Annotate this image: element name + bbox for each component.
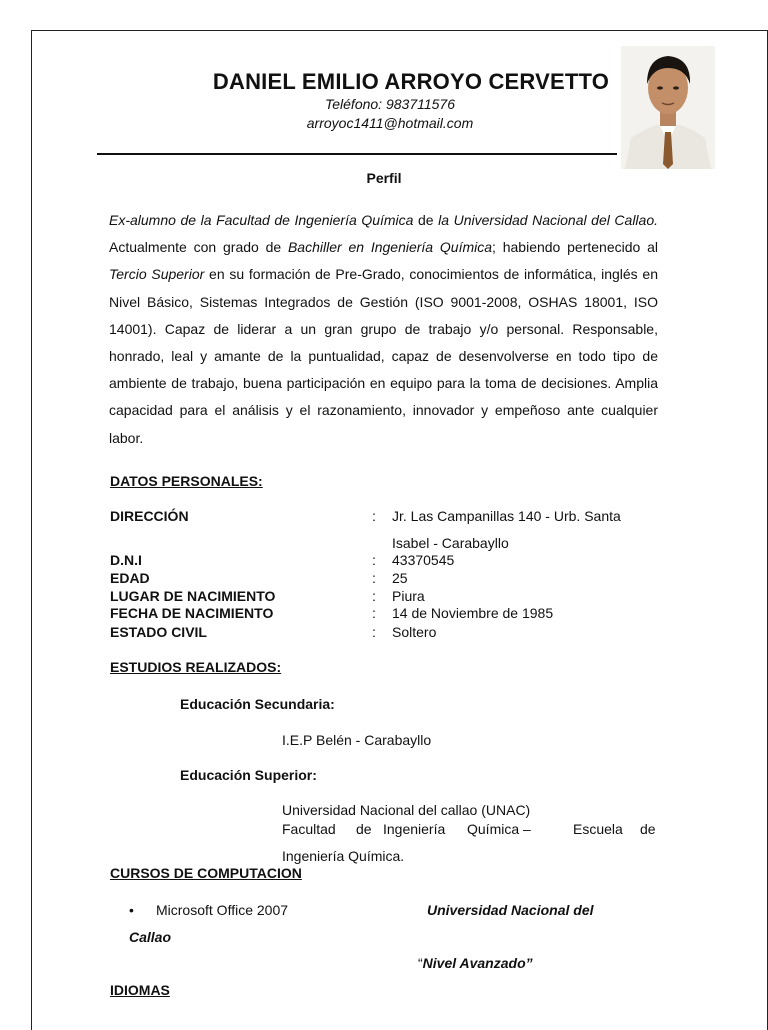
profile-text-3: la Universidad Nacional del Callao.	[438, 212, 658, 228]
value-superior-line2-b: de	[356, 821, 372, 837]
course-item: Microsoft Office 2007	[156, 902, 289, 918]
phone-text: Teléfono: 983711576	[324, 96, 455, 112]
label-lugar-nacimiento: LUGAR DE NACIMIENTO	[110, 588, 276, 604]
value-lugar-nacimiento: Piura	[392, 588, 425, 604]
label-dni: D.N.I	[110, 552, 142, 568]
subheading-secundaria: Educación Secundaria:	[180, 696, 335, 712]
value-edad: 25	[392, 570, 408, 586]
colon-estado: :	[372, 624, 376, 640]
section-heading-cursos: CURSOS DE COMPUTACION	[110, 865, 302, 881]
section-heading-datos: DATOS PERSONALES:	[110, 473, 263, 489]
header-divider	[97, 153, 617, 155]
profile-text-1: Ex-alumno de la Facultad de Ingeniería Química	[109, 212, 414, 228]
value-superior-line2-d: Química –	[467, 821, 531, 837]
label-estado-civil: ESTADO CIVIL	[110, 624, 207, 640]
colon-edad: :	[372, 570, 376, 586]
profile-text-2: de	[413, 212, 439, 228]
profile-text-6: ; habiendo pertenecido al	[492, 239, 658, 256]
course-level-text: Nivel Avanzado”	[422, 955, 533, 971]
candidate-name: DANIEL EMILIO ARROYO CERVETTO	[212, 69, 610, 94]
value-direccion-line2: Isabel - Carabayllo	[392, 535, 509, 551]
profile-text-5: Bachiller en Ingeniería Química	[287, 239, 493, 256]
label-fecha-nacimiento: FECHA DE NACIMIENTO	[110, 605, 274, 621]
label-direccion: DIRECCIÓN	[110, 508, 189, 524]
course-level	[418, 955, 533, 971]
course-institution-line1: Universidad Nacional del	[427, 902, 594, 918]
section-title-perfil: Perfil	[366, 170, 402, 186]
label-edad: EDAD	[110, 570, 150, 586]
value-superior-line2-f: de	[640, 821, 656, 837]
value-superior-line2-c: Ingeniería	[383, 821, 446, 837]
profile-text-7: Tercio Superior	[109, 266, 205, 283]
quote-open: “	[418, 955, 423, 971]
value-superior-line2-a: Facultad	[282, 821, 336, 837]
bullet-icon: •	[129, 902, 134, 918]
profile-text-8: en su formación de Pre-Grado, conocimientos de informática, inglés en Nivel Básico, Sistemas Integrados de Gestión (ISO 9001-2008, OSHAS 18001, ISO 14001). Capaz de liderar a un gran grupo de trabajo y/o personal. Responsable, honrado, leal y amante de la puntualidad, capaz de desenvolverse en todo tipo de ambiente de trabajo, buena participación en equipo para la toma de decisiones. Amplia capacidad para el análisis y el razonamiento, innovador y empeñoso ante cualquier labor.	[109, 266, 658, 446]
colon-lugar: :	[372, 588, 376, 604]
subheading-superior: Educación Superior:	[180, 767, 317, 783]
value-superior-line2-e: Escuela	[573, 821, 623, 837]
value-direccion-line1: Jr. Las Campanillas 140 - Urb. Santa	[392, 508, 621, 524]
value-estado-civil: Soltero	[392, 624, 437, 640]
value-superior-line3: Ingeniería Química.	[282, 848, 405, 864]
colon-fecha: :	[372, 605, 376, 621]
course-institution-line2: Callao	[129, 929, 172, 945]
value-superior-line1: Universidad Nacional del callao (UNAC)	[282, 802, 531, 818]
colon-dni: :	[372, 552, 376, 568]
colon-direccion: :	[372, 508, 376, 524]
profile-text-4: Actualmente con grado de	[109, 239, 288, 256]
section-heading-idiomas: IDIOMAS	[110, 982, 170, 998]
profile-photo	[621, 46, 715, 169]
value-secundaria: I.E.P Belén - Carabayllo	[282, 732, 432, 748]
value-dni: 43370545	[392, 552, 455, 568]
section-heading-estudios: ESTUDIOS REALIZADOS:	[110, 659, 282, 675]
value-fecha-nacimiento: 14 de Noviembre de 1985	[392, 605, 554, 621]
profile-paragraph	[109, 207, 658, 452]
email-text: arroyoc1411@hotmail.com	[306, 115, 474, 131]
